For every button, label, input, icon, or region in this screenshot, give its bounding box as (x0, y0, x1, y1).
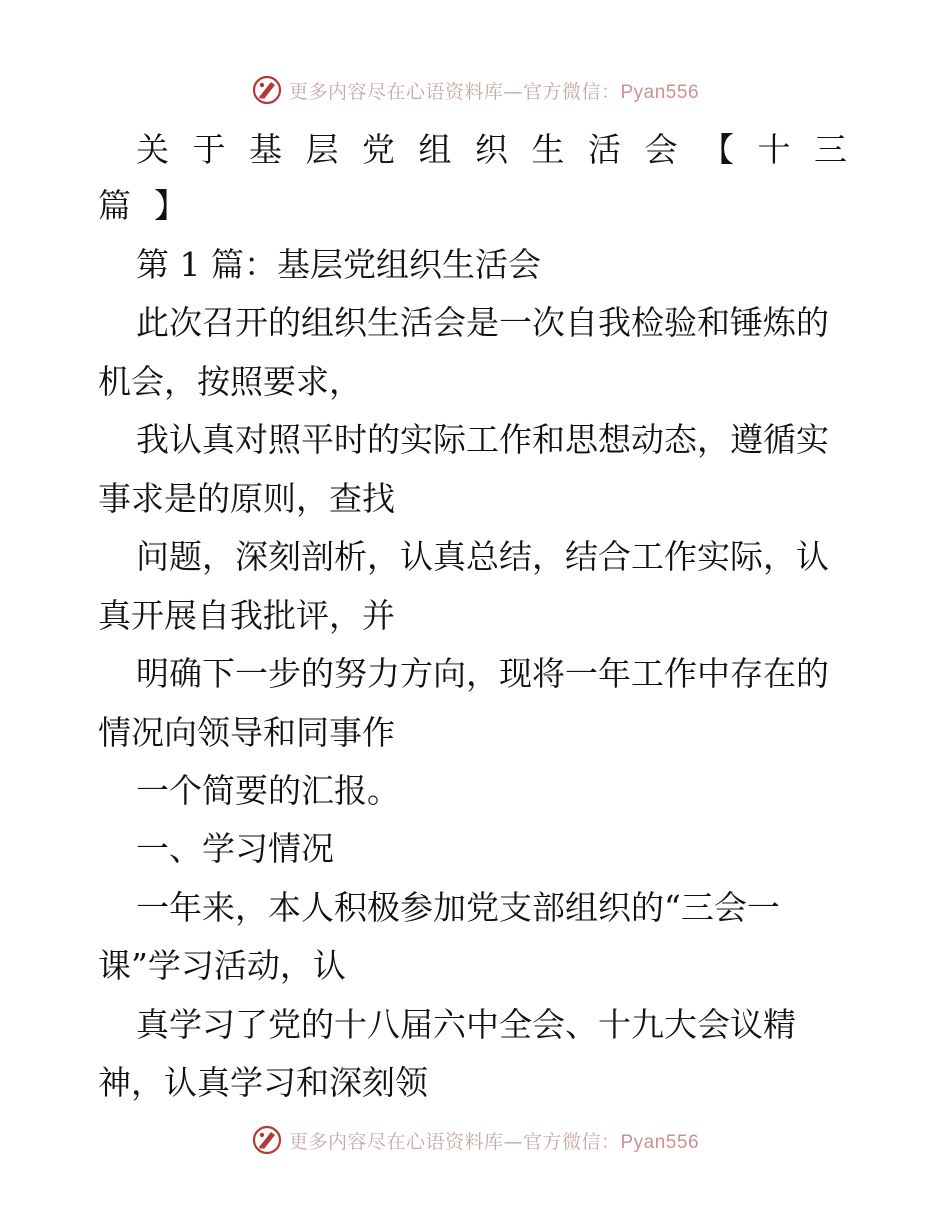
body-line: 真开展自我批评，并 (98, 596, 395, 635)
document-seal-icon (251, 74, 283, 106)
body-line: 一个简要的汇报。 (136, 771, 400, 810)
header-banner-sub: 官方微信： (522, 80, 621, 103)
footer-banner-sub: 官方微信： (522, 1130, 621, 1153)
document-title-line-2: 篇】 (98, 186, 210, 225)
body-line: 神，认真学习和深刻领 (98, 1063, 428, 1102)
body-line: 一年来，本人积极参加党支部组织的“三会一 (136, 888, 780, 927)
body-line: 真学习了党的十八届六中全会、十九大会议精 (136, 1005, 796, 1044)
section-heading-study: 一、学习情况 (136, 829, 334, 868)
footer-banner-text (289, 1127, 699, 1154)
body-line: 情况向领导和同事作 (98, 713, 395, 752)
body-line: 我认真对照平时的实际工作和思想动态，遵循实 (136, 420, 829, 459)
header-banner (0, 70, 950, 110)
body-line: 此次召开的组织生活会是一次自我检验和锤炼的 (136, 303, 829, 342)
body-line: 明确下一步的努力方向，现将一年工作中存在的 (136, 654, 829, 693)
document-title-line-1: 关于基层党组织生活会【十三 (136, 130, 871, 169)
header-banner-wechat: Pyan556 (620, 81, 700, 103)
footer-banner-wechat: Pyan556 (620, 1131, 700, 1153)
document-seal-icon (251, 1124, 283, 1156)
footer-banner (0, 1120, 950, 1160)
header-banner-inner (251, 74, 699, 106)
footer-banner-main: 更多内容尽在心语资料库 (288, 1130, 504, 1153)
body-line: 事求是的原则，查找 (98, 479, 395, 518)
footer-banner-dash: — (503, 1130, 523, 1153)
body-line: 机会，按照要求， (98, 362, 362, 401)
header-banner-dash: — (503, 80, 523, 103)
header-banner-main: 更多内容尽在心语资料库 (288, 80, 504, 103)
body-line: 课”学习活动，认 (98, 946, 346, 985)
body-line: 问题，深刻剖析，认真总结，结合工作实际，认 (136, 537, 829, 576)
header-banner-text (289, 77, 699, 104)
section-heading-1: 第 1 篇：基层党组织生活会 (136, 245, 541, 284)
footer-banner-inner (251, 1124, 699, 1156)
